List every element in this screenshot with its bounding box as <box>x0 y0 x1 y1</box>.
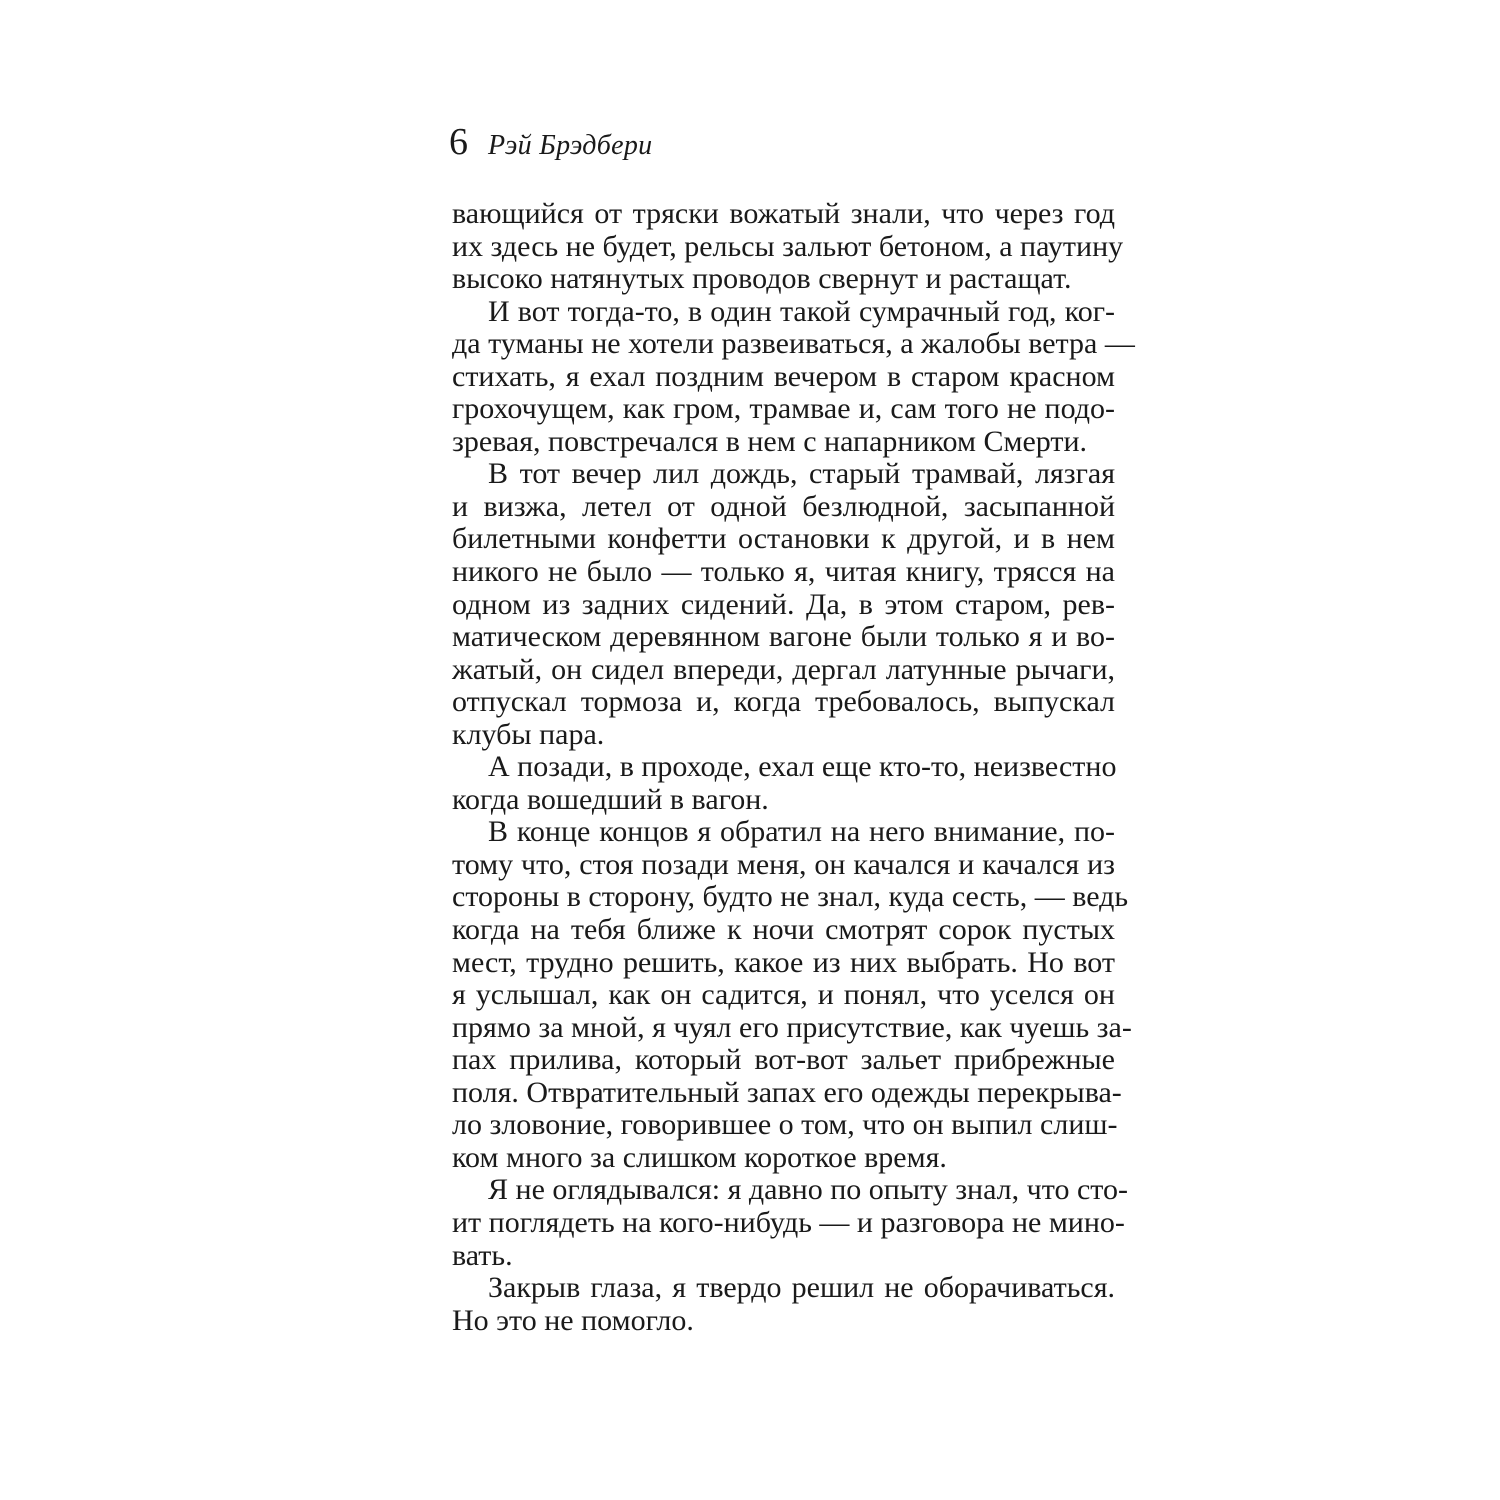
body-text <box>452 197 1135 1337</box>
text-line: мест, трудно решить, какое из них выбрать. Но вот <box>452 945 1115 979</box>
text-line: Закрыв глаза, я твердо решил не оборачиваться. <box>488 1271 1115 1305</box>
text-line: и визжа, летел от одной безлюдной, засыпанной <box>452 489 1115 523</box>
text-line: одном из задних сидений. Да, в этом старом, рев- <box>452 587 1115 621</box>
running-head-author: Рэй Брэдбери <box>488 130 653 161</box>
text-line: билетными конфетти остановки к другой, и в нем <box>452 522 1115 556</box>
text-line: когда на тебя ближе к ночи смотрят сорок пустых <box>452 913 1115 947</box>
text-line: никого не было — только я, читая книгу, трясся на <box>452 555 1115 589</box>
text-line: высоко натянутых проводов свернут и растащат. <box>452 262 1072 296</box>
text-line: А позади, в проходе, ехал еще кто-то, неизвестно <box>488 750 1117 784</box>
text-line: пах прилива, который вот-вот зальет прибрежные <box>452 1043 1115 1077</box>
text-line: жатый, он сидел впереди, дергал латунные рычаги, <box>452 652 1115 686</box>
text-line: зревая, повстречался в нем с напарником Смерти. <box>452 424 1088 458</box>
text-line: тому что, стоя позади меня, он качался и качался из <box>452 847 1115 881</box>
text-line: И вот тогда-то, в один такой сумрачный год, ког- <box>488 294 1115 328</box>
text-line: да туманы не хотели развеиваться, а жалобы ветра — <box>452 327 1135 361</box>
text-line: В тот вечер лил дождь, старый трамвай, лязгая <box>488 457 1115 491</box>
text-line: ком много за слишком короткое время. <box>452 1140 947 1174</box>
text-line: вать. <box>452 1238 513 1272</box>
text-line: матическом деревянном вагоне были только я и во- <box>452 620 1115 654</box>
text-line: их здесь не будет, рельсы зальют бетоном, а паутину <box>452 229 1124 263</box>
text-line: грохочущем, как гром, трамвае и, сам того не подо- <box>452 392 1115 426</box>
text-line: Я не оглядывался: я давно по опыту знал, что сто- <box>488 1173 1128 1207</box>
text-line: стороны в сторону, будто не знал, куда сесть, — ведь <box>452 880 1129 914</box>
text-line: ит поглядеть на кого-нибудь — и разговора не мино- <box>452 1205 1125 1239</box>
text-line: стихать, я ехал поздним вечером в старом красном <box>452 359 1115 393</box>
text-line: прямо за мной, я чуял его присутствие, как чуешь за- <box>452 1010 1132 1044</box>
page-number: 6 <box>449 121 468 163</box>
text-line: отпускал тормоза и, когда требовалось, выпускал <box>452 685 1115 719</box>
text-line: когда вошедший в вагон. <box>452 782 769 816</box>
page-header <box>449 112 652 172</box>
text-line: ло зловоние, говорившее о том, что он выпил слиш- <box>452 1108 1118 1142</box>
text-line: поля. Отвратительный запах его одежды перекрыва- <box>452 1075 1122 1109</box>
text-line: клубы пара. <box>452 717 605 751</box>
text-line: В конце концов я обратил на него внимание, по- <box>488 815 1115 849</box>
text-line: я услышал, как он садится, и понял, что уселся он <box>452 978 1115 1012</box>
text-line: Но это не помогло. <box>452 1303 694 1337</box>
text-line: вающийся от тряски вожатый знали, что через год <box>452 197 1115 230</box>
